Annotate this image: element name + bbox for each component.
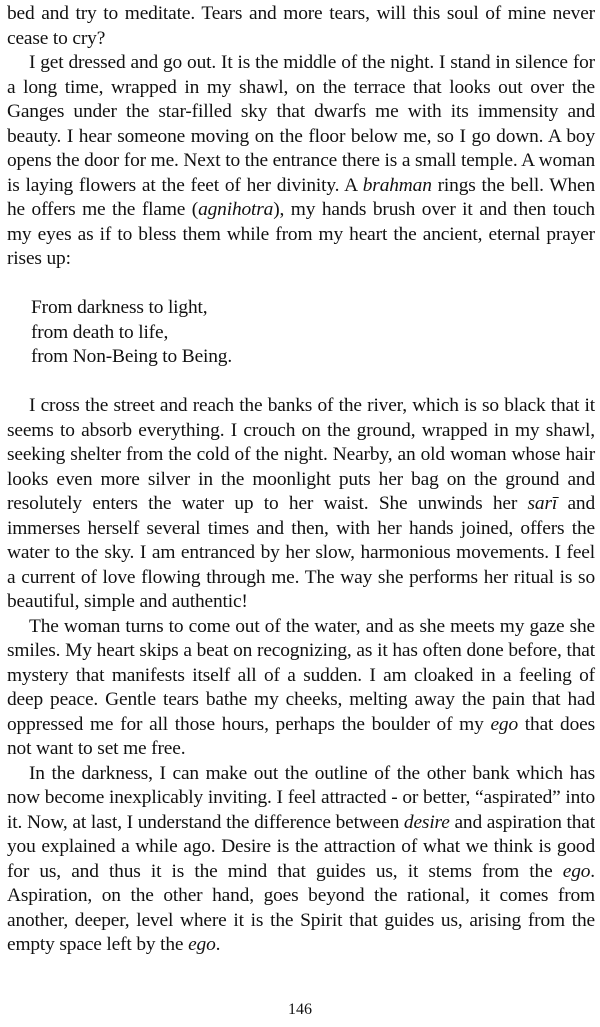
- term-ego: ego: [562, 860, 591, 882]
- paragraph-woman-smiles: The woman turns to come out of the water, and as she meets my gaze she smiles. My heart skips a beat on recognizing, as it has often done before, that mystery that manifests itself all of a sudden. I am cloaked in a feeling of deep peace. Gentle tears bathe my cheeks, melting away the pain that had oppressed me for all those hours, perhaps the boulder of my ego that does not want to set me free.: [7, 615, 595, 759]
- paragraph-temple: I get dressed and go out. It is the middle of the night. I stand in silence for a long time, wrapped in my shawl, on the terrace that looks out over the Ganges under the star-filled sky that dwarfs me with its immensity and beauty. I hear someone moving on the floor below me, so I go down. A boy opens the door for me. Next to the entrance there is a small temple. A woman is laying flowers at the feet of her divinity. A brahman rings the bell. When he offers me the flame (agnihotra), my hands brush over it and then touch my eyes as if to bless them while from my heart the ancient, eternal prayer rises up:: [7, 52, 595, 269]
- term-ego: ego: [490, 713, 519, 735]
- paragraph-aspiration: In the darkness, I can make out the outline of the other bank which has now become inexplicably inviting. I feel attracted - or better, “aspirated” into it. Now, at last, I understand the difference between desire and aspiration that you explained a while ago. Desire is the attraction of what we think is good for us, and thus it is the mind that guides us, it stems from the ego. Aspiration, on the other hand, goes beyond the rational, it comes from another, deeper, level where it is the Spirit that guides us, arising from the empty space left by the ego.: [7, 762, 595, 955]
- body-text: [7, 2, 595, 958]
- verse-line: from Non-Being to Being.: [31, 346, 233, 367]
- term-sari: sarī: [527, 493, 558, 514]
- verse-line: from death to life,: [31, 321, 169, 343]
- prayer-verse: [31, 296, 595, 370]
- paragraph-river: I cross the street and reach the banks of the river, which is so black that it seems to absorb everything. I crouch on the ground, wrapped in my shawl, seeking shelter from the cold of the night. Nearby, an old woman whose hair looks even more silver in the moonlight puts her bag on the ground and resolutely enters the water up to her waist. She unwinds her sarī and immerses herself several times and then, with her hands joined, offers the water to the sky. I am entranced by her slow, harmonious movements. I feel a current of love flowing through me. The way she performs her ritual is so beautiful, simple and authentic!: [7, 395, 595, 612]
- term-desire: desire: [403, 811, 450, 833]
- term-agnihotra: agnihotra: [198, 199, 274, 220]
- verse-line: From darkness to light,: [31, 297, 208, 318]
- term-brahman: brahman: [362, 174, 432, 196]
- paragraph-continuation: bed and try to meditate. Tears and more tears, will this soul of mine never cease to cry?: [7, 3, 595, 49]
- page-number: 146: [288, 1001, 312, 1018]
- term-ego: ego: [188, 934, 216, 955]
